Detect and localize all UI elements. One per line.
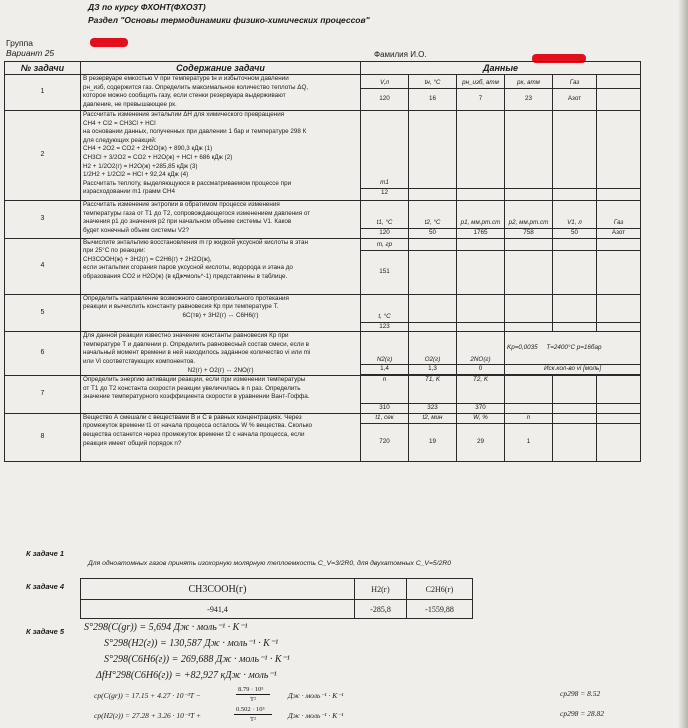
table-head: H2(г) [355, 579, 407, 600]
formula-cp-c: cp(C(gr)) = 17.15 + 4.27 · 10⁻³T − [94, 691, 201, 700]
fraction-numerator: 8.79 · 10⁵ [238, 686, 264, 693]
param-value: 323 [409, 404, 457, 414]
param-value: 7 [457, 89, 505, 111]
param-value: 758 [505, 229, 553, 239]
task-number: 3 [5, 201, 81, 239]
task-text: Рассчитать изменение энтропии в обратимом процессе изменения температуры газа от T1 до T2, сопровождающегося изменением давления от значения р1 до значения р2 при начальном объеме системы V1. Каков будет конечный объем системы V2? [81, 201, 361, 239]
task-number: 4 [5, 238, 81, 294]
fraction-bar [234, 714, 272, 715]
doc-header-section: Раздел "Основы термодинамики физико-химических процессов" [88, 15, 370, 25]
cp298-value: cp298 = 28.82 [560, 709, 605, 718]
param-head: N2(г) [361, 332, 409, 365]
task-text: Для данной реакции известно значение константы равновесия Кр при температуре Т и давлении р. Определить равновесный состав смеси, если в начальный момент времени в ней находилось заданное количество vi или mi или Vi соответствующих компонентов. N2(г) + O2(г) ↔ 2NO(г) [81, 332, 361, 376]
formula-entropy-c: S°298(C(gr)) = 5,694 Дж · моль⁻¹ · K⁻¹ [84, 622, 248, 633]
param-head: Газ [553, 75, 597, 89]
param-value: 370 [457, 404, 505, 414]
fio-label: Фамилия И.О. [374, 50, 427, 59]
cp-unit: Дж · моль⁻¹ · K⁻¹ [288, 691, 344, 700]
param-head: tн, °C [409, 75, 457, 89]
task-number: 8 [5, 413, 81, 461]
param-value: 720 [361, 423, 409, 461]
param-value: 1765 [457, 229, 505, 239]
param-value: 310 [361, 404, 409, 414]
task-number: 6 [5, 332, 81, 376]
param-value: Азот [553, 89, 597, 111]
param-value: 1,4 [361, 365, 409, 375]
task-number: 2 [5, 111, 81, 201]
fraction-denominator: T² [250, 696, 256, 703]
task-text: Вычислите энтальпию восстановления m гр жидкой уксусной кислоты в этан при 25°С по реакции: CH3COOH(ж) + 3H2(г) = C2H6(г) + 2H2O(ж), если энтальпии сгорания паров уксусной кислоты, водорода и этана до образования CO2 и H2O(ж) (в кДж•моль^-1) представлены в таблице. [81, 238, 361, 294]
param-head: 2NO(г) [457, 332, 505, 365]
formula-entropy-c6h6: S°298(C6H6(г)) = 269,688 Дж · моль⁻¹ · K⁻¹ [104, 654, 290, 665]
param-head: T1, K [409, 376, 457, 404]
param-head: t, °C [361, 294, 409, 322]
fraction-numerator: 0.502 · 10⁵ [236, 706, 265, 713]
task-number: 5 [5, 294, 81, 332]
param-value: 1 [505, 423, 553, 461]
kp-temperature-note: Kp=0,0035 T=2400°C p=16бар [505, 332, 641, 365]
fraction-bar [236, 694, 270, 695]
param-head: W, % [457, 413, 505, 423]
task-text: Определить направление возможного самопроизвольного протекания реакции и вычислить константу равновесия Кр при температуре Т. 6C(тв) + 3H2(г) ↔ C6H6(г) [81, 294, 361, 332]
task1-label: К задаче 1 [26, 549, 65, 558]
param-head: O2(г) [409, 332, 457, 365]
formula-entropy-h2: S°298(H2(г)) = 130,587 Дж · моль⁻¹ · K⁻¹ [104, 638, 279, 649]
param-head: m, гр [361, 238, 409, 250]
param-head: p2, мм.рт.ст [505, 201, 553, 229]
table-head: CH3COOH(г) [81, 579, 355, 600]
param-value: 29 [457, 423, 505, 461]
col-header-data: Данные [361, 62, 641, 75]
task-text: Определить энергию активации реакции, если при изменении температуры от Т1 до Т2 константа скорости реакции увеличилась в n раз. Определить значение температурного коэффициента скорости в уравнении Вант-Гоффа. [81, 376, 361, 414]
param-value [597, 89, 641, 111]
fraction-denominator: T² [250, 716, 256, 723]
task-text: Вещество А смешали с веществами В и С в равных концентрациях. Через промежуток времени t1 от начала процесса осталось W % вещества. Сколько вещества останется через промежуток времени t2 с начала процесса, если реакция имеет общий порядок n? [81, 413, 361, 461]
param-head: n [505, 413, 553, 423]
table-head: C2H6(г) [407, 579, 473, 600]
param-value: 120 [361, 229, 409, 239]
param-value: 19 [409, 423, 457, 461]
table-value: -1559,88 [407, 600, 473, 619]
group-label: Группа [6, 38, 33, 48]
param-value: 50 [553, 229, 597, 239]
param-value: 123 [361, 322, 409, 332]
param-value: 12 [361, 189, 409, 201]
table-value: -285,8 [355, 600, 407, 619]
task5-label: К задаче 5 [26, 627, 65, 636]
combustion-enthalpy-table [80, 578, 473, 619]
param-head [597, 75, 641, 89]
cp-unit: Дж · моль⁻¹ · K⁻¹ [288, 711, 344, 720]
col-header-content: Содержание задачи [81, 62, 361, 75]
param-head: рн_изб, атм [457, 75, 505, 89]
param-head: m1 [361, 111, 409, 189]
param-value: 16 [409, 89, 457, 111]
task1-note: Для одноатомных газов принять изохорную молярную теплоемкость C_V=3/2R0, для двухатомных C_V=5/2R0 [88, 560, 452, 567]
param-head: t2, °C [409, 201, 457, 229]
formula-enthalpy-c6h6: ΔfH°298(C6H6(г)) = +82,927 кДж · моль⁻¹ [96, 670, 277, 681]
quantity-unit-note: Иск.кол-во vi [моль] [505, 365, 641, 375]
redaction-mark [90, 38, 128, 47]
page-edge-shadow [678, 0, 688, 728]
param-head: n [361, 376, 409, 404]
param-value: 120 [361, 89, 409, 111]
param-head: V,л [361, 75, 409, 89]
param-head: T2, K [457, 376, 505, 404]
tasks-table [4, 61, 641, 462]
param-value: 151 [361, 250, 409, 294]
param-head: p1, мм.рт.ст [457, 201, 505, 229]
param-head: t1, °C [361, 201, 409, 229]
variant-label: Вариант 25 [6, 48, 55, 58]
task-number: 1 [5, 75, 81, 111]
param-value: 50 [409, 229, 457, 239]
param-head: рк, атм [505, 75, 553, 89]
table-value: -941,4 [81, 600, 355, 619]
task4-label: К задаче 4 [26, 582, 65, 591]
param-value: 0 [457, 365, 505, 375]
param-head: Газ [597, 201, 641, 229]
param-value: Азот [597, 229, 641, 239]
formula-cp-h2: cp(H2(г)) = 27.28 + 3.26 · 10⁻³T + [94, 711, 202, 720]
param-head: t2, мин [409, 413, 457, 423]
col-header-number: № задачи [5, 62, 81, 75]
param-value: 1,3 [409, 365, 457, 375]
param-head: V1, л [553, 201, 597, 229]
task-number: 7 [5, 376, 81, 414]
param-value: 23 [505, 89, 553, 111]
cp298-value: cp298 = 8.52 [560, 689, 601, 698]
param-head: t1, сек [361, 413, 409, 423]
task-text: В резервуаре емкостью V при температуре tн и избыточном давлении рн_изб, содержится газ. Определить максимальное количество теплоты ΔQ, которое можно сообщить газу, если стенки резервуара выдерживают давление, не превышающее рк. [81, 75, 361, 111]
doc-header-course: ДЗ по курсу ФХОНТ(ФХОЗТ) [88, 2, 206, 12]
task-text: Рассчитать изменение энтальпии ΔH для химического превращения CH4 + Cl2 = CH3Cl + HCl на основании данных, полученных при давлении 1 бар и температуре 298 К для следующих реакций: CH4 + 2O2 = CO2 + 2H2O(ж) + 890,3 кДж (1) CH3Cl + 3/2O2 = CO2 + H2O(ж) + HCl + 686 кДж (2) H2 + 1/2O2(г) = H2O(ж) +285,85 кДж (3) 1/2H2 + 1/2Cl2 = HCl + 92,24 кДж (4) Рассчитать теплоту, выделяющуюся в рассматриваемом процессе при израсходовании m1 грамм CH4 [81, 111, 361, 201]
